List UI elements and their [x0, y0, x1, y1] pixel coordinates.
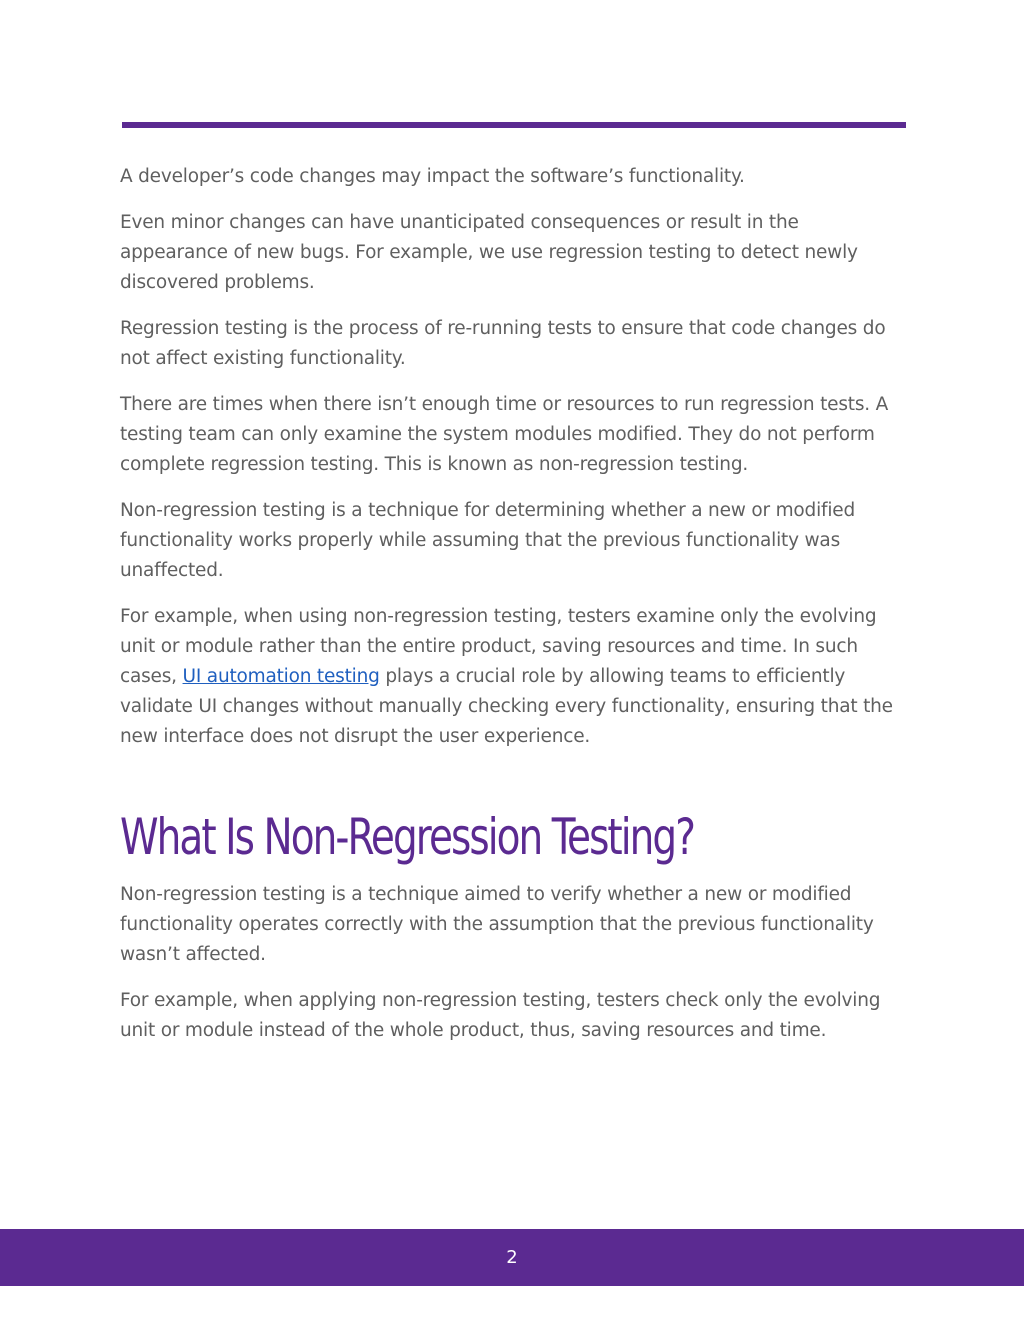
paragraph-text-before-link: For example, when using non-regression testing, testers examine only the evolving unit or module rather than the entire product, saving resources and time. In such cases, [120, 606, 877, 687]
paragraph: For example, when applying non-regression testing, testers check only the evolving unit or module instead of the whole product, thus, saving resources and time. [120, 990, 881, 1041]
paragraph: Non-regression testing is a technique for determining whether a new or modified functionality works properly while assuming that the previous functionality was unaffected. [120, 500, 855, 581]
paragraph: Regression testing is the process of re-running tests to ensure that code changes do not affect existing functionality. [120, 318, 886, 369]
paragraph-with-link [120, 602, 910, 752]
paragraph: Even minor changes can have unanticipated consequences or result in the appearance of new bugs. For example, we use regression testing to detect newly discovered problems. [120, 212, 858, 293]
page-content [120, 162, 910, 1062]
top-divider [122, 122, 906, 128]
page-number: 2 [506, 1247, 518, 1268]
paragraph: There are times when there isn’t enough time or resources to run regression tests. A testing team can only examine the system modules modified. They do not perform complete regression testing. This is known as non-regression testing. [120, 394, 889, 475]
paragraph-text-after-link: plays a crucial role by allowing teams to efficiently validate UI changes without manually checking every functionality, ensuring that the new interface does not disrupt the user experience. [120, 666, 893, 747]
paragraph: Non-regression testing is a technique aimed to verify whether a new or modified functionality operates correctly with the assumption that the previous functionality wasn’t affected. [120, 884, 874, 965]
footer-bar [0, 1229, 1024, 1286]
ui-automation-testing-link[interactable]: UI automation testing [182, 666, 380, 687]
paragraph: A developer’s code changes may impact the software’s functionality. [120, 166, 745, 187]
section-heading: What Is Non-Regression Testing? [120, 808, 694, 866]
